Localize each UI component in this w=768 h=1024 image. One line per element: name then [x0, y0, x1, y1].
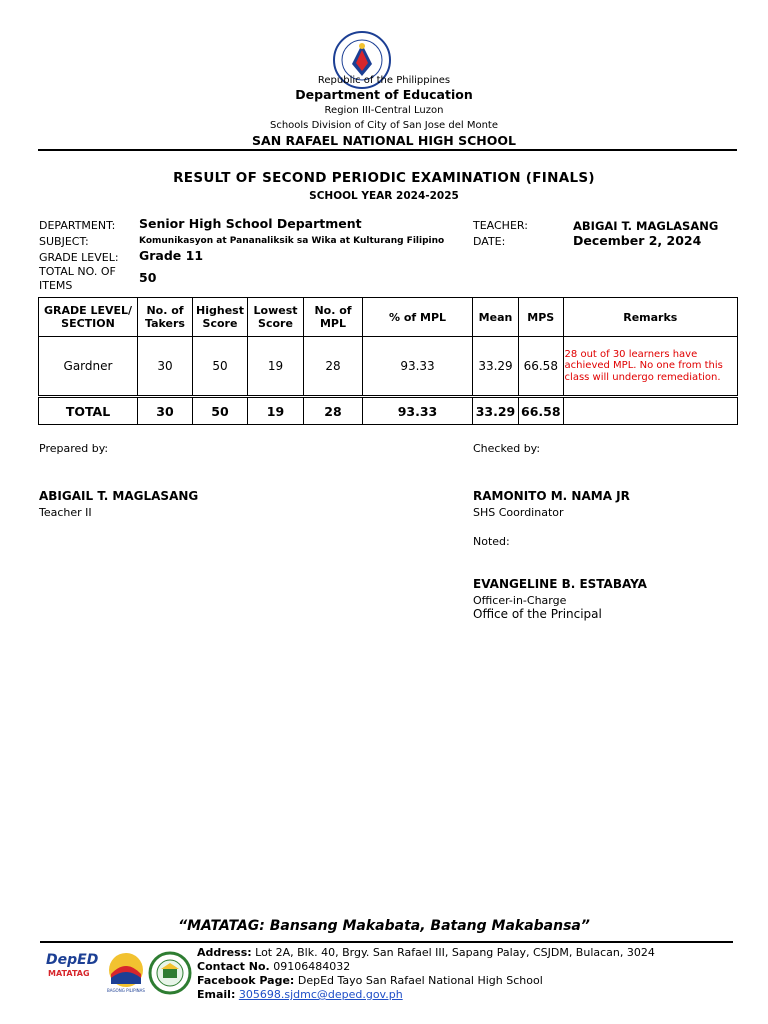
total-items-label-1: TOTAL NO. OF: [39, 265, 116, 278]
address-label: Address:: [197, 946, 252, 959]
total-takers: 30: [138, 397, 193, 425]
teacher-label: TEACHER:: [473, 219, 528, 232]
date-label: DATE:: [473, 235, 506, 248]
prepared-by-label: Prepared by:: [39, 442, 109, 455]
prepared-by-role: Teacher II: [39, 506, 92, 519]
header-remarks: Remarks: [563, 298, 737, 337]
matatag-logo-text: MATATAG: [48, 969, 90, 978]
table-row: [39, 337, 738, 397]
noted-label: Noted:: [473, 535, 510, 548]
facebook-value: DepEd Tayo San Rafael National High School: [297, 974, 543, 987]
bagong-pilipinas-text: BAGONG PILIPINAS: [107, 988, 145, 993]
total-highest: 50: [193, 397, 248, 425]
noted-office: Office of the Principal: [473, 607, 602, 621]
header-no-mpl: No. of MPL: [304, 298, 363, 337]
results-table: [38, 297, 738, 425]
email-link[interactable]: 305698.sjdmc@deped.gov.ph: [238, 988, 403, 1001]
school-logo-icon: [148, 951, 192, 995]
cell-remarks: 28 out of 30 learners have achieved MPL. No one from this class will undergo remediation.: [563, 337, 737, 397]
department-value: Senior High School Department: [139, 216, 362, 231]
document-title: RESULT OF SECOND PERIODIC EXAMINATION (FINALS): [173, 170, 595, 186]
address-value: Lot 2A, Blk. 40, Brgy. San Rafael III, Sapang Palay, CSJDM, Bulacan, 3024: [255, 946, 655, 959]
cell-lowest: 19: [248, 337, 304, 397]
grade-level-value: Grade 11: [139, 248, 204, 263]
cell-pct-mpl: 93.33: [363, 337, 473, 397]
header-lowest: Lowest Score: [248, 298, 304, 337]
facebook-label: Facebook Page:: [197, 974, 295, 987]
cell-mps: 66.58: [519, 337, 564, 397]
cell-mean: 33.29: [473, 337, 519, 397]
total-no-mpl: 28: [304, 397, 363, 425]
subject-value: Komunikasyon at Pananaliksik sa Wika at Kulturang Filipino: [139, 236, 445, 246]
department-of-education: Department of Education: [295, 87, 473, 102]
subject-label: SUBJECT:: [39, 235, 89, 248]
table-header-row: [39, 298, 738, 337]
header-divider: [38, 149, 737, 151]
total-mps: 66.58: [519, 397, 564, 425]
header-takers: No. of Takers: [138, 298, 193, 337]
total-mean: 33.29: [473, 397, 519, 425]
prepared-by-name: ABIGAIL T. MAGLASANG: [39, 489, 199, 503]
header-section: GRADE LEVEL/ SECTION: [39, 298, 138, 337]
table-total-row: [39, 397, 738, 425]
deped-logo-text: DepED: [46, 952, 99, 968]
total-items-value: 50: [139, 270, 157, 285]
school-name: SAN RAFAEL NATIONAL HIGH SCHOOL: [252, 133, 516, 148]
total-items-label-2: ITEMS: [39, 279, 73, 292]
email-label: Email:: [197, 988, 236, 1001]
grade-level-label: GRADE LEVEL:: [39, 251, 119, 264]
date-value: December 2, 2024: [573, 233, 702, 248]
total-label: TOTAL: [39, 397, 138, 425]
contact-value: 09106484032: [273, 960, 351, 973]
header-pct-mpl: % of MPL: [363, 298, 473, 337]
region-text: Region III-Central Luzon: [324, 105, 444, 116]
department-label: DEPARTMENT:: [39, 219, 116, 232]
checked-by-label: Checked by:: [473, 442, 541, 455]
noted-name: EVANGELINE B. ESTABAYA: [473, 577, 647, 591]
total-pct-mpl: 93.33: [363, 397, 473, 425]
deped-matatag-logo: [46, 952, 100, 994]
teacher-value: ABIGAI T. MAGLASANG: [573, 219, 719, 233]
motto-text: “MATATAG: Bansang Makabata, Batang Makabansa”: [178, 918, 590, 934]
total-remarks: [563, 397, 737, 425]
cell-highest: 50: [193, 337, 248, 397]
school-year: SCHOOL YEAR 2024-2025: [309, 190, 459, 202]
footer-address: [197, 946, 655, 959]
contact-label: Contact No.: [197, 960, 270, 973]
checked-by-role: SHS Coordinator: [473, 506, 564, 519]
header-mps: MPS: [519, 298, 564, 337]
bagong-pilipinas-logo-icon: [105, 950, 147, 994]
cell-section: Gardner: [39, 337, 138, 397]
cell-no-mpl: 28: [304, 337, 363, 397]
division-text: Schools Division of City of San Jose del Monte: [269, 120, 498, 131]
noted-role: Officer-in-Charge: [473, 594, 567, 607]
header-mean: Mean: [473, 298, 519, 337]
checked-by-name: RAMONITO M. NAMA JR: [473, 489, 630, 503]
header-highest: Highest Score: [193, 298, 248, 337]
footer-email: [197, 988, 403, 1001]
footer-facebook: [197, 974, 543, 987]
footer-contact: [197, 960, 350, 973]
total-lowest: 19: [248, 397, 304, 425]
footer-divider: [40, 941, 733, 943]
republic-text: Republic of the Philippines: [317, 75, 451, 86]
cell-takers: 30: [138, 337, 193, 397]
